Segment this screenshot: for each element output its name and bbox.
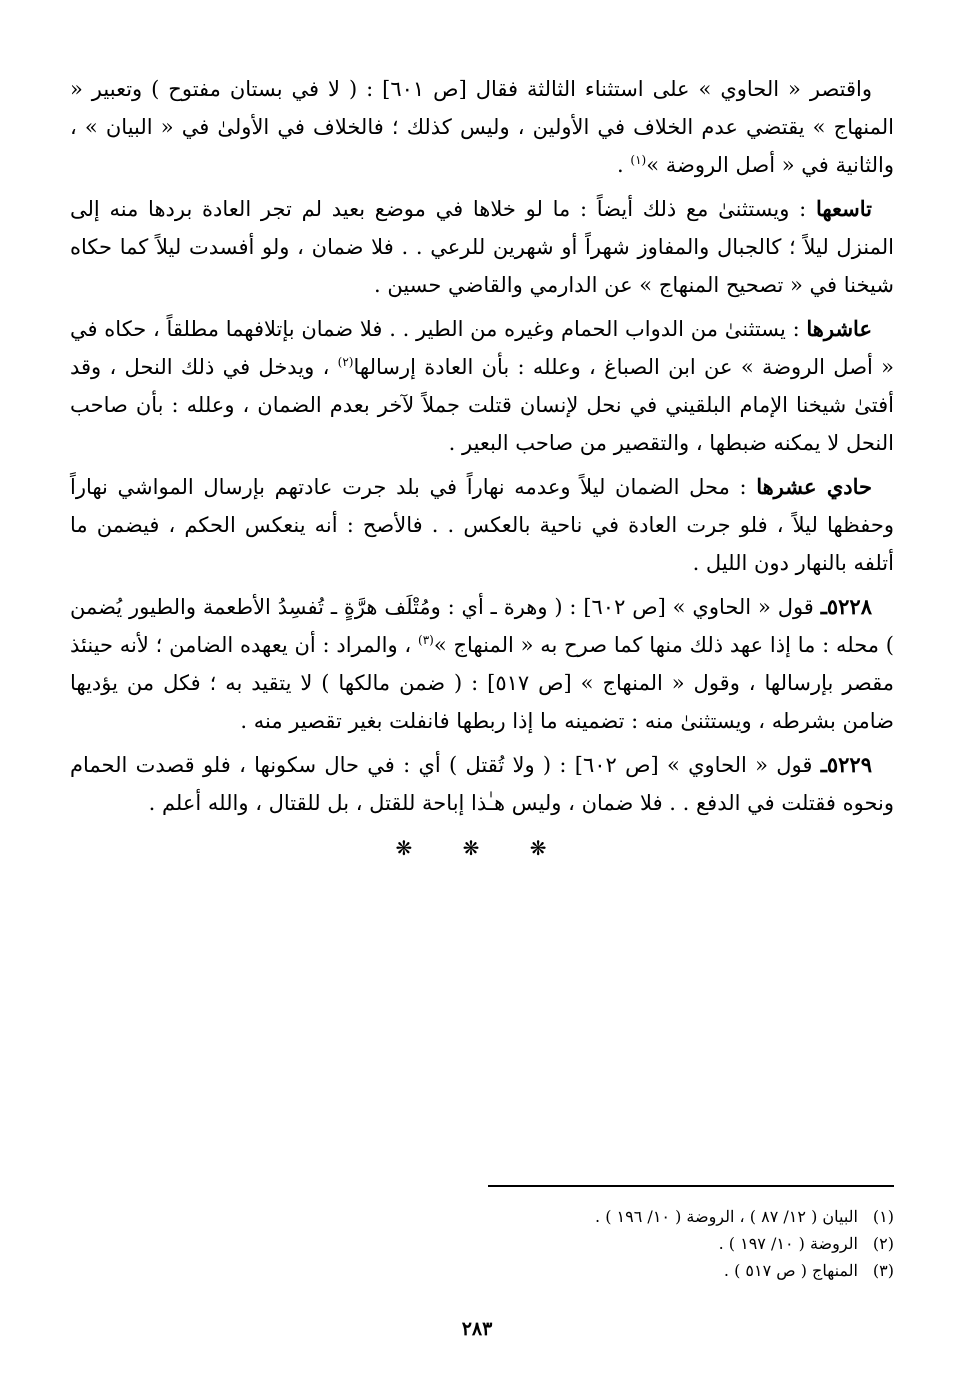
paragraph-2 [70, 190, 894, 304]
section-separator: ❋ ❋ ❋ [395, 836, 569, 860]
issue-number: ٥٢٢٨ـ [820, 594, 872, 619]
footnote-item [394, 1203, 894, 1230]
paragraph-3 [70, 310, 894, 462]
page-number: ٢٨٣ [461, 1318, 493, 1340]
paragraph-lead: عاشرها [806, 316, 872, 341]
paragraph-text: واقتصر « الحاوي » على استثناء الثالثة فقال [ص ٦٠١] : ( لا في بستان مفتوح ) وتعبير « المنهاج » يقتضي عدم الخلاف في الأولين ، وليس كذلك ؛ فالخلاف في الأولىٰ في « البيان » ، والثانية في « أصل الروضة » [70, 77, 894, 177]
paragraph-tail: . [617, 153, 631, 177]
footnote-number: (٢) [872, 1234, 894, 1253]
paragraph-5 [70, 588, 894, 740]
paragraph-1 [70, 70, 894, 184]
footnote-ref[interactable]: (١) [630, 153, 647, 167]
footnote-text: المنهاج ( ص ٥١٧ ) . [723, 1261, 858, 1280]
paragraph-text: : يستثنىٰ من الدواب الحمام وغيره من الطير . . فلا ضمان بإتلافهما مطلقاً ، حكاه في « أصل الروضة » عن ابن الصباغ ، وعلله : بأن العادة إرسالها [70, 317, 894, 379]
footnote-ref[interactable]: (٣) [418, 633, 434, 647]
footnote-text: الروضة ( ١٠/ ١٩٧ ) . [718, 1234, 858, 1253]
paragraph-text: قول « الحاوي » [ص ٦٠٢] : ( ولا تُقتل ) أي : في حال سكونها ، فلو قصدت الحمام ونحوه فقتلت في الدفع . . فلا ضمان ، وليس هـٰذا إباحة للقتل ، بل للقتال ، والله أعلم . [70, 753, 894, 815]
footnote-number: (٣) [872, 1261, 894, 1280]
footnote-text: البيان ( ١٢/ ٨٧ ) ، الروضة ( ١٠/ ١٩٦ ) . [595, 1207, 858, 1226]
footnote-number: (١) [872, 1207, 894, 1226]
footnotes [394, 1203, 894, 1284]
paragraph-tail: ، والمراد : أن يعهده الضامن ؛ لأنه حينئذ مقصر بإرسالها ، وقول « المنهاج » [ص ٥١٧] : ( ضمن مالكها ) لا يتقيد به ؛ فكل من يؤديها ضامن بشرطه ، ويستثنىٰ منه : تضمينه ما إذا ربطها فانفلت بغير تقصير منه . [70, 633, 894, 733]
paragraph-lead: تاسعها [815, 196, 872, 221]
issue-number: ٥٢٢٩ـ [820, 752, 872, 777]
paragraph-6 [70, 746, 894, 822]
paragraph-tail: ، ويدخل في ذلك النحل ، وقد أفتىٰ شيخنا الإمام البلقيني في نحل لإنسان قتلت جملاً لآخر بعدم الضمان ، وعلله : بأن صاحب النحل لا يمكنه ضبطها ، والتقصير من صاحب البعير . [70, 355, 894, 455]
footnote-divider [488, 1185, 894, 1187]
paragraph-lead: حادي عشرها [756, 474, 872, 499]
footnote-item [394, 1230, 894, 1257]
paragraph-text: : ويستثنىٰ مع ذلك أيضاً : ما لو خلاها في موضع بعيد لم تجر العادة بردها منه إلى المنزل ليلاً ؛ كالجبال والمفاوز شهراً أو شهرين للرعي . . فلا ضمان ، ولو أفسدت ليلاً كما حكاه شيخنا في « تصحيح المنهاج » عن الدارمي والقاضي حسين . [70, 197, 894, 297]
paragraph-text: قول « الحاوي » [ص ٦٠٢] : ( وهرة ـ أي : ومُتْلَف هرَّةٍ ـ تُفسِدُ الأطعمة والطيور يُضمن ) محله : ما إذا عهد ذلك منها كما صرح به « المنهاج » [70, 595, 894, 657]
paragraph-4 [70, 468, 894, 582]
footnote-ref[interactable]: (٢) [337, 355, 354, 369]
paragraph-text: : محل الضمان ليلاً وعدمه نهاراً في بلد جرت عادتهم بإرسال المواشي نهاراً وحفظها ليلاً ، فلو جرت العادة في ناحية بالعكس . . فالأصح : أنه ينعكس الحكم ، فيضمن ما أتلفه بالنهار دون الليل . [70, 475, 894, 575]
footnote-item [394, 1257, 894, 1284]
page-body [70, 70, 894, 860]
